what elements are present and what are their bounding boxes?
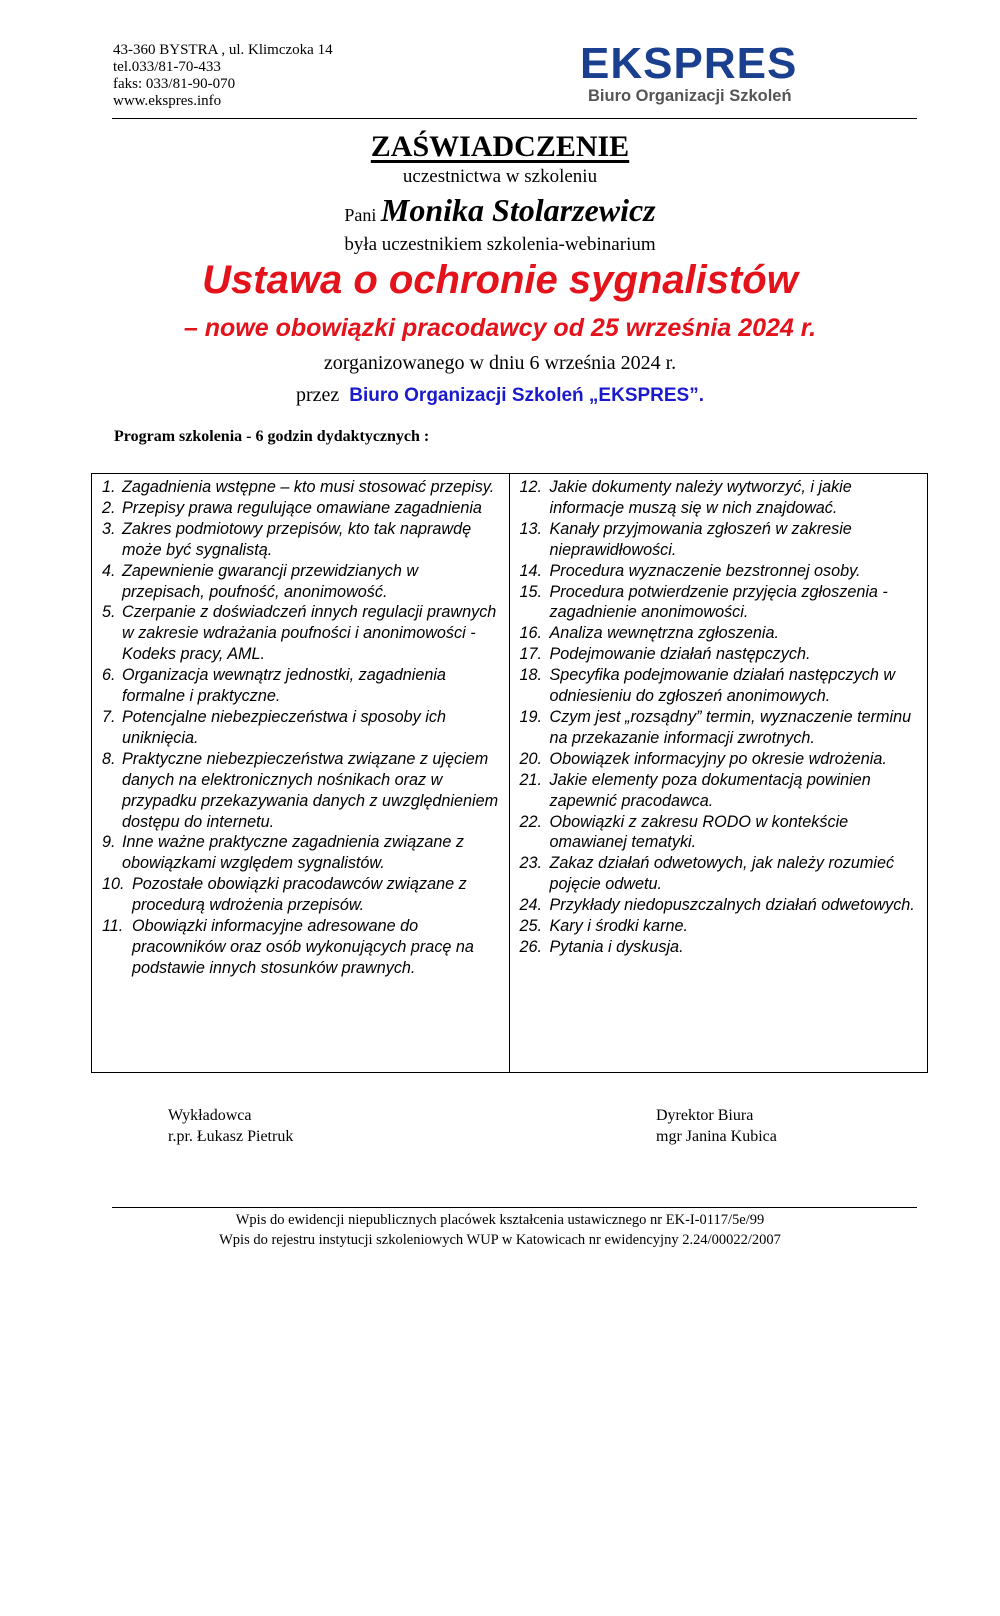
program-item-text: Procedura potwierdzenie przyjęcia zgłoszenia - zagadnienie anonimowości. [549, 582, 888, 622]
logo-tagline: Biuro Organizacji Szkoleń [588, 87, 792, 105]
program-item-text: Kanały przyjmowania zgłoszeń w zakresie nieprawidłowości. [549, 519, 852, 559]
program-item-number: 18. [519, 666, 543, 685]
director-role: Dyrektor Biura [656, 1107, 754, 1124]
program-item-number: 24. [519, 896, 543, 915]
program-item-text: Przykłady niedopuszczalnych działań odwetowych. [549, 896, 915, 915]
program-item [520, 519, 922, 561]
program-item-text: Zakres podmiotowy przepisów, kto tak naprawdę może być sygnalistą. [122, 519, 472, 559]
program-item-text: Czerpanie z doświadczeń innych regulacji prawnych w zakresie wdrażania poufności i anonimowości - Kodeks pracy, AML. [122, 603, 497, 664]
program-item [520, 582, 922, 624]
program-column-right [510, 474, 928, 1072]
program-item-text: Jakie dokumenty należy wytworzyć, i jakie informacje muszą się w nich znajdować. [549, 478, 852, 517]
salutation: Pani [344, 205, 377, 225]
program-item [520, 749, 922, 770]
program-item-number: 14. [519, 561, 543, 580]
program-item [520, 895, 922, 916]
signature-lecturer [168, 1105, 293, 1147]
program-item-number: 9. [102, 833, 116, 852]
program-item-text: Kary i środki karne. [549, 917, 689, 936]
program-item-number: 16. [519, 624, 543, 643]
program-item-number: 22. [519, 812, 543, 831]
program-item-text: Potencjalne niebezpieczeństwa i sposoby ich uniknięcia. [122, 707, 446, 747]
program-item-number: 10. [102, 875, 125, 894]
certificate-title: ZAŚWIADCZENIE [370, 130, 630, 163]
program-item-text: Obowiązek informacyjny po okresie wdrożenia. [549, 749, 887, 768]
participation-statement: była uczestnikiem szkolenia-webinarium [344, 234, 656, 255]
program-item-text: Pytania i dyskusja. [549, 937, 684, 956]
program-item-text: Praktyczne niebezpieczeństwa związane z ujęciem danych na elektronicznych nośnikach oraz w przypadku przekazywania danych z uwzględnieniem dostępu do internetu. [122, 749, 499, 831]
program-item-number: 2. [102, 498, 116, 517]
program-item [102, 665, 503, 707]
program-item-number: 19. [519, 707, 543, 726]
program-item-number: 13. [519, 519, 543, 538]
lecturer-name: r.pr. Łukasz Pietruk [168, 1128, 294, 1145]
participant-name: Monika Stolarzewicz [380, 192, 656, 228]
program-item-text: Procedura wyznaczenie bezstronnej osoby. [549, 561, 861, 580]
company-logo [580, 39, 825, 106]
program-item-text: Zapewnienie gwarancji przewidzianych w przepisach, poufność, anonimowość. [122, 561, 419, 601]
program-item-number: 8. [102, 749, 116, 768]
program-item-text: Analiza wewnętrzna zgłoszenia. [549, 624, 779, 643]
fax: faks: 033/81-90-070 [113, 76, 236, 92]
program-item-number: 6. [102, 666, 116, 685]
program-item [102, 477, 503, 498]
program-item-number: 7. [102, 707, 116, 726]
footer-registration-2: Wpis do rejestru instytucji szkoleniowych WUP w Katowicach nr ewidencyjny 2.24/00022/2007 [219, 1232, 781, 1248]
program-item-number: 17. [519, 645, 543, 664]
director-name: mgr Janina Kubica [656, 1128, 777, 1145]
program-item [102, 707, 503, 749]
program-item-text: Pozostałe obowiązki pracodawców związane z procedurą wdrożenia przepisów. [132, 875, 467, 915]
logo-wordmark: EKSPRES [580, 39, 798, 88]
program-item [102, 561, 503, 603]
program-item-text: Zakaz działań odwetowych, jak należy rozumieć pojęcie odwetu. [549, 854, 895, 894]
program-item [102, 519, 503, 561]
organizer-prefix: przez [295, 384, 340, 406]
program-item-number: 15. [519, 582, 543, 601]
program-item-text: Czym jest „rozsądny” termin, wyznaczenie terminu na przekazanie informacji zwrotnych. [549, 707, 912, 747]
header-divider [112, 118, 917, 119]
organizer-name: Biuro Organizacji Szkoleń „EKSPRES”. [349, 385, 705, 406]
program-table [91, 473, 928, 1073]
signature-director [656, 1105, 777, 1147]
program-item-text: Jakie elementy poza dokumentacją powinien zapewnić pracodawca. [549, 770, 871, 810]
footer [0, 1210, 1000, 1250]
program-item [520, 853, 922, 895]
program-item-text: Obowiązki z zakresu RODO w kontekście omawianej tematyki. [549, 812, 849, 852]
program-item [520, 707, 922, 749]
program-item [520, 937, 922, 958]
program-item-text: Przepisy prawa regulujące omawiane zagadnienia [122, 498, 482, 517]
program-item [102, 498, 503, 519]
program-item-text: Podejmowanie działań następczych. [549, 645, 811, 664]
program-item [520, 812, 922, 854]
program-item-number: 3. [102, 519, 116, 538]
program-item [102, 832, 503, 874]
program-item [520, 770, 922, 812]
website: www.ekspres.info [113, 93, 222, 109]
course-title: Ustawa o ochronie sygnalistów [202, 258, 798, 302]
program-item [102, 874, 503, 916]
program-item-number: 12. [519, 478, 543, 496]
footer-divider [112, 1207, 917, 1208]
organizer-line [0, 384, 1000, 407]
program-item [520, 477, 922, 519]
program-item [102, 749, 503, 833]
program-item [102, 916, 503, 979]
program-item-number: 21. [519, 770, 543, 789]
program-heading: Program szkolenia - 6 godzin dydaktycznych : [114, 428, 430, 445]
program-item-number: 1. [102, 478, 116, 496]
program-item-number: 11. [102, 917, 124, 936]
program-item-number: 26. [519, 937, 543, 956]
contact-block [113, 42, 333, 110]
address: 43-360 BYSTRA , ul. Klimczoka 14 [113, 42, 333, 58]
course-subtitle: – nowe obowiązki pracodawcy od 25 września 2024 r. [183, 314, 817, 342]
program-item-number: 23. [519, 854, 543, 873]
program-item-text: Zagadnienia wstępne – kto musi stosować przepisy. [122, 478, 495, 496]
program-item [520, 623, 922, 644]
program-item-text: Specyfika podejmowanie działań następczych w odniesieniu do zgłoszeń anonimowych. [549, 666, 896, 706]
program-item-text: Obowiązki informacyjne adresowane do pracowników oraz osób wykonujących pracę na podstawie innych stosunków prawnych. [132, 917, 474, 977]
program-item [520, 916, 922, 937]
program-item-number: 25. [519, 917, 543, 936]
program-item-number: 5. [102, 603, 116, 622]
program-column-left [92, 474, 510, 1072]
program-item-number: 20. [519, 749, 543, 768]
lecturer-role: Wykładowca [168, 1107, 252, 1124]
course-date: zorganizowanego w dniu 6 września 2024 r. [323, 352, 677, 374]
program-item [102, 602, 503, 665]
program-item [520, 644, 922, 665]
phone: tel.033/81-70-433 [113, 59, 221, 75]
certificate-subtitle: uczestnictwa w szkoleniu [402, 166, 598, 187]
program-item-number: 4. [102, 561, 116, 580]
footer-registration-1: Wpis do ewidencji niepublicznych placówek kształcenia ustawicznego nr EK-I-0117/5e/99 [235, 1212, 765, 1228]
program-item-text: Organizacja wewnątrz jednostki, zagadnienia formalne i praktyczne. [122, 666, 446, 706]
program-item [520, 561, 922, 582]
program-item [520, 665, 922, 707]
participant-line [0, 192, 1000, 229]
program-item-text: Inne ważne praktyczne zagadnienia związane z obowiązkami względem sygnalistów. [122, 833, 464, 873]
